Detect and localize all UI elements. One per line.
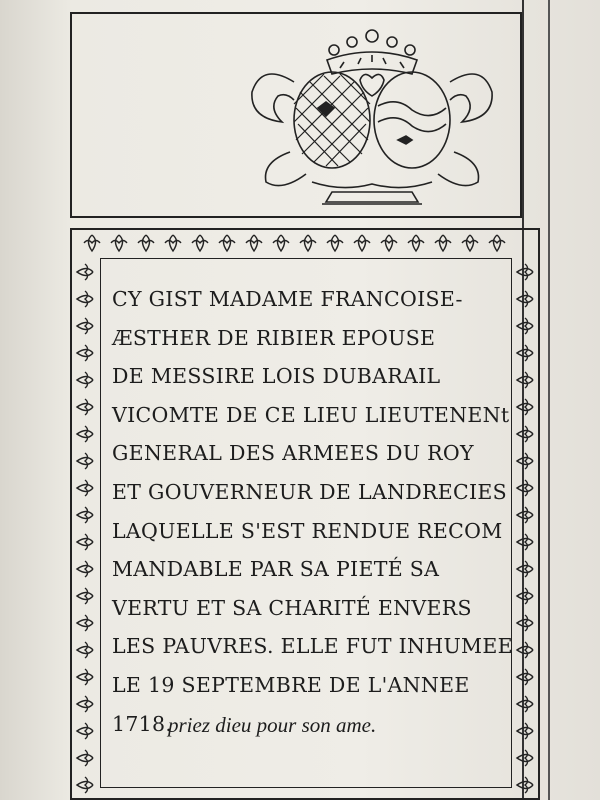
border-leaf-ornament (327, 235, 343, 251)
border-leaf-ornament (381, 235, 397, 251)
epitaph-line: VERTU ET SA CHARITÉ ENVERS (112, 595, 472, 620)
epitaph-line: CY GIST MADAME FRANCOISE- (112, 287, 463, 311)
border-leaf-ornament (517, 642, 533, 658)
border-leaf-ornament (517, 345, 533, 361)
border-leaf-ornament (517, 534, 533, 550)
border-leaf-ornament (77, 534, 93, 550)
border-leaf-ornament (165, 235, 181, 251)
border-leaf-ornament (77, 345, 93, 361)
border-leaf-ornament (138, 235, 154, 251)
border-leaf-ornament (517, 480, 533, 496)
border-leaf-ornament (84, 235, 100, 251)
border-leaf-ornament (517, 723, 533, 739)
epitaph-line: DE MESSIRE LOIS DUBARAIL (112, 364, 441, 389)
epitaph-line: LES PAUVRES. ELLE FUT INHUMEE (112, 634, 513, 659)
border-leaf-ornament (77, 669, 93, 685)
border-leaf-ornament (517, 696, 533, 712)
border-leaf-ornament (354, 235, 370, 251)
border-leaf-ornament (77, 372, 93, 388)
border-leaf-ornament (517, 750, 533, 766)
border-leaf-ornament (77, 399, 93, 415)
border-leaf-ornament (435, 235, 451, 251)
border-leaf-ornament (77, 588, 93, 604)
border-leaf-ornament (517, 318, 533, 334)
epitaph-line: MANDABLE PAR SA PIETÉ SA (112, 557, 440, 582)
border-leaf-ornament (77, 318, 93, 334)
epitaph-line: ÆSTHER DE RIBIER EPOUSE (112, 325, 436, 350)
border-leaf-ornament (77, 264, 93, 280)
border-leaf-ornament (517, 453, 533, 469)
border-leaf-ornament (489, 235, 505, 251)
epitaph-line: LE 19 SEPTEMBRE DE L'ANNEE (112, 672, 470, 697)
border-leaf-ornament (408, 235, 424, 251)
epitaph-line: GENERAL DES ARMEES DU ROY (112, 441, 474, 466)
border-leaf-ornament (219, 235, 235, 251)
border-leaf-ornament (517, 777, 533, 793)
epitaph-text (112, 280, 513, 743)
epitaph-line: VICOMTE DE CE LIEU LIEUTENENt (112, 402, 510, 427)
border-leaf-ornament (77, 507, 93, 523)
epitaph-line: LAQUELLE S'EST RENDUE RECOM (112, 518, 503, 543)
border-leaf-ornament (77, 642, 93, 658)
border-leaf-ornament (462, 235, 478, 251)
border-leaf-ornament (517, 399, 533, 415)
border-leaf-ornament (77, 291, 93, 307)
border-leaf-ornament (77, 453, 93, 469)
border-leaf-ornament (517, 615, 533, 631)
border-leaf-ornament (517, 588, 533, 604)
border-leaf-ornament (77, 480, 93, 496)
border-leaf-ornament (192, 235, 208, 251)
border-leaf-ornament (77, 561, 93, 577)
border-leaf-ornament (77, 615, 93, 631)
border-leaf-ornament (273, 235, 289, 251)
border-leaf-ornament (77, 723, 93, 739)
border-leaf-ornament (111, 235, 127, 251)
epitaph-line: 1718. (112, 711, 173, 736)
border-leaf-ornament (77, 696, 93, 712)
border-leaf-ornament (246, 235, 262, 251)
border-leaf-ornament (517, 372, 533, 388)
border-leaf-ornament (517, 561, 533, 577)
border-leaf-ornament (517, 291, 533, 307)
border-leaf-ornament (300, 235, 316, 251)
epitaph-line: ET GOUVERNEUR DE LANDRECIES (112, 479, 507, 504)
border-leaf-ornament (77, 777, 93, 793)
border-leaf-ornament (77, 750, 93, 766)
border-leaf-ornament (517, 507, 533, 523)
border-leaf-ornament (517, 264, 533, 280)
prayer-inscription: priez dieu pour son ame. (168, 713, 377, 737)
border-leaf-ornament (77, 426, 93, 442)
border-leaf-ornament (517, 426, 533, 442)
border-leaf-ornament (517, 669, 533, 685)
